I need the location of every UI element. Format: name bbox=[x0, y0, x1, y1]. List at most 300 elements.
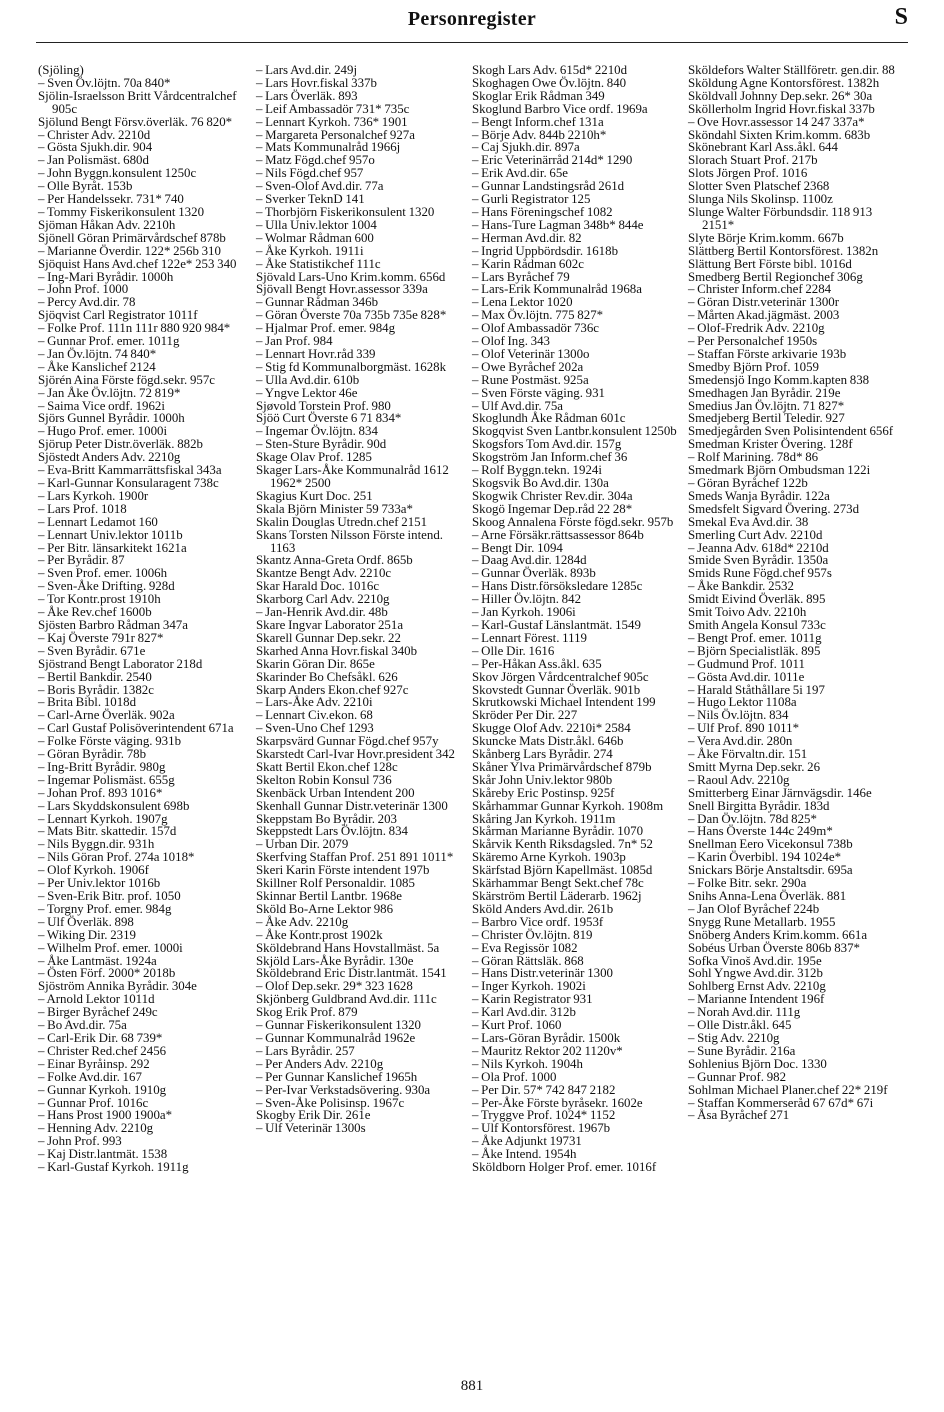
register-entry: – Lennart Kyrkoh. 1907g bbox=[38, 811, 168, 826]
register-entry: Skogsvik Bo Avd.dir. 130a bbox=[472, 476, 609, 490]
register-entry: – Hjalmar Prof. emer. 984g bbox=[256, 321, 396, 336]
register-entry: Smedhagen Jan Byrådir. 219e bbox=[688, 385, 841, 400]
register-entry: – John Prof. 1000 bbox=[38, 282, 129, 297]
register-entry: – Gunnar Prof. 982 bbox=[688, 1069, 787, 1084]
register-entry: – Sven-Olof Avd.dir. 77a bbox=[256, 179, 384, 194]
register-entry: (Sjöling) bbox=[38, 63, 84, 77]
register-entry: Skröder Per Dir. 227 bbox=[472, 708, 578, 723]
register-entry: – Per Gunnar Kanslichef 1965h bbox=[256, 1069, 418, 1084]
register-entry: – Sverker TeknD 141 bbox=[256, 192, 365, 207]
column-4 bbox=[688, 64, 898, 1122]
register-entry: Smekal Eva Avd.dir. 38 bbox=[688, 514, 809, 529]
register-entry: Smedmark Björn Ombudsman 122i bbox=[688, 463, 871, 478]
register-entry: Skår John Univ.lektor 980b bbox=[472, 772, 613, 787]
register-entry: – Norah Avd.dir. 111g bbox=[688, 1005, 801, 1020]
register-entry: – Åke Kontr.prost 1902k bbox=[256, 927, 383, 942]
register-entry: – Ulf Prof. 890 1011* bbox=[688, 721, 800, 736]
register-entry: Skarhed Anna Hovr.fiskal 340b bbox=[256, 643, 418, 658]
register-entry: Skäremo Arne Kyrkoh. 1903p bbox=[472, 850, 626, 865]
register-entry: – Karin Registrator 931 bbox=[472, 992, 593, 1007]
register-entry: Skoog Annalena Förste fögd.sekr. 957b bbox=[472, 514, 674, 529]
register-entry: – Nils Öv.löjtn. 834 bbox=[688, 708, 789, 723]
register-entry: – Nils Fögd.chef 957 bbox=[256, 166, 364, 181]
register-entry: – Göran Överste 70a 735b 735e 828* bbox=[256, 308, 447, 323]
register-entry: – Bo Avd.dir. 75a bbox=[38, 1018, 127, 1033]
register-entry: – Ing-Britt Byrådir. 980g bbox=[38, 759, 166, 774]
register-entry: Sjöqvist Carl Registrator 1011f bbox=[38, 308, 198, 323]
register-entry: – Wiking Dir. 2319 bbox=[38, 927, 137, 942]
register-entry: Sjölin-Israelsson Britt Vårdcentralchef 905c bbox=[38, 88, 237, 116]
register-entry: – Henning Adv. 2210g bbox=[38, 1121, 154, 1136]
register-entry: – Göran Byråchef 122b bbox=[688, 476, 808, 490]
register-entry: – Olof Ambassadör 736c bbox=[472, 321, 600, 336]
register-entry: Skovstedt Gunnar Överläk. 901b bbox=[472, 682, 641, 697]
register-entry: Skeri Karin Förste intendent 197b bbox=[256, 863, 430, 878]
register-entry: – Bertil Bankdir. 2540 bbox=[38, 669, 152, 684]
register-entry: Skogqvist Sven Lantbr.konsulent 1250b bbox=[472, 424, 677, 439]
register-entry: – Kaj Överste 791r 827* bbox=[38, 630, 164, 645]
register-entry: Sköldefors Walter Ställföretr. gen.dir. 88 bbox=[688, 63, 895, 77]
register-entry: – Einar Byråinsp. 292 bbox=[38, 1056, 150, 1071]
register-entry: – Karl-Gustaf Kyrkoh. 1911g bbox=[38, 1160, 189, 1175]
register-entry: Smitt Myrna Dep.sekr. 26 bbox=[688, 759, 821, 774]
register-entry: – Sven-Åke Polisinsp. 1967c bbox=[256, 1095, 405, 1110]
register-entry: – Max Öv.löjtn. 775 827* bbox=[472, 308, 604, 323]
register-entry: – Arne Försäkr.rättsassessor 864b bbox=[472, 527, 644, 542]
column-1 bbox=[38, 64, 248, 1174]
register-entry: – Ing-Mari Byrådir. 1000h bbox=[38, 269, 174, 284]
register-entry: – Mauritz Rektor 202 1120v* bbox=[472, 1043, 623, 1058]
register-entry: – Karl-Gustaf Länslantmät. 1549 bbox=[472, 617, 641, 632]
register-entry: Skogh Lars Adv. 615d* 2210d bbox=[472, 63, 628, 77]
register-entry: – Carl Gustaf Polisöverintendent 671a bbox=[38, 721, 234, 736]
register-entry: Smedman Krister Övering. 128f bbox=[688, 437, 853, 452]
register-entry: Snygg Rune Metallarb. 1955 bbox=[688, 914, 836, 929]
register-entry: Slättberg Bertil Kontorsförest. 1382n bbox=[688, 243, 879, 258]
register-entry: Sjöstedt Anders Adv. 2210g bbox=[38, 450, 181, 465]
register-entry: – Lennart Univ.lektor 1011b bbox=[38, 527, 183, 542]
register-entry: – Gunnar Fiskerikonsulent 1320 bbox=[256, 1018, 421, 1033]
register-entry: Sjörup Peter Distr.överläk. 882b bbox=[38, 437, 203, 452]
register-entry: Skeppstedt Lars Öv.löjtn. 834 bbox=[256, 824, 408, 839]
register-entry: Sofka Vinoš Avd.dir. 195e bbox=[688, 953, 822, 968]
register-entry: – Thorbjörn Fiskerikonsulent 1320 bbox=[256, 204, 435, 219]
register-entry: Skov Jörgen Vårdcentralchef 905c bbox=[472, 669, 649, 684]
register-entry: Skugge Olof Adv. 2210i* 2584 bbox=[472, 721, 631, 736]
section-letter: S bbox=[894, 4, 908, 30]
register-entry: – Sten-Sture Byrådir. 90d bbox=[256, 437, 387, 452]
register-entry: – Rolf Byggn.tekn. 1924i bbox=[472, 463, 602, 478]
register-entry: – Carl-Arne Överläk. 902a bbox=[38, 708, 175, 723]
register-entry: – Gösta Avd.dir. 1011e bbox=[688, 669, 805, 684]
register-entry: – Sven-Uno Chef 1293 bbox=[256, 721, 374, 736]
register-entry: – Matz Fögd.chef 957o bbox=[256, 153, 375, 168]
register-entry: – Rune Postmäst. 925a bbox=[472, 372, 589, 387]
register-entry: Sjörén Aina Förste fögd.sekr. 957c bbox=[38, 372, 216, 387]
register-entry: Skager Lars-Åke Kommunalråd 1612 1962* 2500 bbox=[256, 463, 449, 490]
register-entry: Sjövall Bengt Hovr.assessor 339a bbox=[256, 282, 428, 297]
register-entry: Skatt Bertil Ekon.chef 128c bbox=[256, 759, 398, 774]
register-entry: – Jan Prof. 984 bbox=[256, 334, 333, 349]
register-entry: – Mårten Akad.jägmäst. 2003 bbox=[688, 308, 840, 323]
register-entry: Smedius Jan Öv.löjtn. 71 827* bbox=[688, 398, 845, 413]
register-entry: – Ingemar Polismäst. 655g bbox=[38, 772, 175, 787]
register-entry: – Åke Kyrkoh. 1911i bbox=[256, 243, 364, 258]
register-entry: – Gunnar Rådman 346b bbox=[256, 295, 379, 310]
register-entry: – Per Personalchef 1950s bbox=[688, 334, 818, 349]
register-entry: Skillner Rolf Personaldir. 1085 bbox=[256, 876, 415, 891]
register-entry: – Folke Prof. 111n 111r 880 920 984* bbox=[38, 321, 231, 336]
register-entry: – Göran Distr.veterinär 1300r bbox=[688, 295, 839, 310]
register-entry: – Stig Adv. 2210g bbox=[688, 1030, 780, 1045]
register-entry: – Per Handelssekr. 731* 740 bbox=[38, 192, 184, 207]
register-entry: – Per-Ivar Verkstadsövering. 930a bbox=[256, 1082, 431, 1097]
register-entry: – Lars Prof. 1018 bbox=[38, 501, 127, 516]
register-entry: Skoglund Barbro Vice ordf. 1969a bbox=[472, 101, 648, 116]
register-entry: Smeds Wanja Byrådir. 122a bbox=[688, 488, 830, 503]
register-entry: Sjöman Håkan Adv. 2210h bbox=[38, 217, 176, 232]
register-entry: Slorach Stuart Prof. 217b bbox=[688, 153, 818, 168]
register-entry: Sjösten Barbro Rådman 347a bbox=[38, 617, 188, 632]
register-entry: Skelton Robin Konsul 736 bbox=[256, 772, 392, 787]
register-entry: – Tor Kontr.prost 1910h bbox=[38, 592, 161, 607]
register-entry: – Jeanna Adv. 618d* 2210d bbox=[688, 540, 829, 555]
register-entry: Skerfving Staffan Prof. 251 891 1011* bbox=[256, 850, 454, 865]
register-entry: – Jan Åke Öv.löjtn. 72 819* bbox=[38, 385, 181, 400]
register-entry: Smerling Curt Adv. 2210d bbox=[688, 527, 823, 542]
register-entry: – Ulla Univ.lektor 1004 bbox=[256, 217, 377, 232]
register-entry: – Hans Distr.försöksledare 1285c bbox=[472, 579, 643, 594]
register-entry: – Margareta Personalchef 927a bbox=[256, 127, 415, 142]
register-entry: Skagius Kurt Doc. 251 bbox=[256, 488, 373, 503]
register-entry: – Sven Byrådir. 671e bbox=[38, 643, 146, 658]
register-entry: – Tryggve Prof. 1024* 1152 bbox=[472, 1108, 616, 1123]
register-entry: Skoglar Erik Rådman 349 bbox=[472, 88, 605, 103]
register-entry: – Birger Byråchef 249c bbox=[38, 1005, 158, 1020]
register-entry: Sköld Anders Avd.dir. 261b bbox=[472, 901, 614, 916]
register-entry: – Åke Adv. 2210g bbox=[256, 914, 349, 929]
register-entry: – Sven Prof. emer. 1006h bbox=[38, 566, 168, 581]
register-entry: Sjöö Curt Överste 6 71 834* bbox=[256, 411, 402, 426]
register-entry: Slots Jörgen Prof. 1016 bbox=[688, 166, 808, 181]
register-entry: Slunge Walter Förbundsdir. 118 913 2151* bbox=[688, 204, 873, 232]
register-entry: Skarpsvärd Gunnar Fögd.chef 957y bbox=[256, 734, 439, 749]
register-entry: Sköndahl Sixten Krim.komm. 683b bbox=[688, 127, 871, 142]
register-entry: Skönebrant Karl Ass.åkl. 644 bbox=[688, 140, 838, 155]
register-entry: Skare Ingvar Laborator 251a bbox=[256, 617, 404, 632]
register-entry: – Olle Byråt. 153b bbox=[38, 179, 133, 194]
register-entry: Skuncke Mats Distr.åkl. 646b bbox=[472, 734, 624, 749]
register-entry: – Lars Byråchef 79 bbox=[472, 269, 570, 284]
register-entry: Skogby Erik Dir. 261e bbox=[256, 1108, 371, 1123]
register-entry: Skans Torsten Nilsson Förste intend. 1163 bbox=[256, 527, 443, 555]
register-entry: Skårman Marianne Byrådir. 1070 bbox=[472, 824, 644, 839]
register-entry: Skårvik Kenth Riksdagsled. 7n* 52 bbox=[472, 837, 653, 852]
register-entry: – Marianne Överdir. 122* 256b 310 bbox=[38, 243, 221, 258]
register-entry: Sohlenius Björn Doc. 1330 bbox=[688, 1056, 827, 1071]
register-entry: – Olof Kyrkoh. 1906f bbox=[38, 863, 149, 878]
register-entry: Smedensjö Ingo Komm.kapten 838 bbox=[688, 372, 870, 387]
register-entry: Sköld Bo-Arne Lektor 986 bbox=[256, 901, 394, 916]
register-entry: – Olof Ing. 343 bbox=[472, 334, 550, 349]
register-entry: Slyte Börje Krim.komm. 667b bbox=[688, 230, 844, 245]
register-entry: – Bengt Dir. 1094 bbox=[472, 540, 563, 555]
register-entry: Snöberg Anders Krim.komm. 661a bbox=[688, 927, 868, 942]
register-entry: Slunga Nils Skolinsp. 1100z bbox=[688, 192, 833, 207]
register-entry: Skarstedt Carl-Ivar Hovr.president 342 bbox=[256, 747, 455, 762]
register-entry: – Marianne Intendent 196f bbox=[688, 992, 825, 1007]
register-entry: – Owe Byråchef 202a bbox=[472, 359, 584, 374]
register-entry: Skåring Jan Kyrkoh. 1911m bbox=[472, 811, 616, 826]
register-entry: – Ulla Avd.dir. 610b bbox=[256, 372, 360, 387]
register-entry: Skogö Ingemar Dep.råd 22 28* bbox=[472, 501, 633, 516]
register-entry: – Per-Åke Förste byråsekr. 1602e bbox=[472, 1095, 643, 1110]
register-entry: – Urban Dir. 2079 bbox=[256, 837, 349, 852]
register-entry: – Rolf Marining. 78d* 86 bbox=[688, 450, 819, 465]
register-entry: – Jan Polismäst. 680d bbox=[38, 153, 149, 168]
register-entry: Skåreby Eric Postinsp. 925f bbox=[472, 785, 615, 800]
register-entry: – Christer Adv. 2210d bbox=[38, 127, 151, 142]
register-entry: – Gösta Sjukh.dir. 904 bbox=[38, 140, 153, 155]
register-entry: – Gunnar Landstingsråd 261d bbox=[472, 179, 625, 194]
register-entry: – Kurt Prof. 1060 bbox=[472, 1018, 562, 1033]
register-entry: – Lars-Erik Kommunalråd 1968a bbox=[472, 282, 642, 297]
register-entry: Slotter Sven Platschef 2368 bbox=[688, 179, 830, 194]
register-entry: Smitterberg Einar Järnvägsdir. 146e bbox=[688, 785, 872, 800]
register-entry: – Hans-Ture Lagman 348b* 844e bbox=[472, 217, 644, 232]
register-entry: Smith Angela Konsul 733c bbox=[688, 617, 826, 632]
register-entry: – Herman Avd.dir. 82 bbox=[472, 230, 582, 245]
register-entry: – Hiller Öv.löjtn. 842 bbox=[472, 592, 582, 607]
register-entry: Smit Toivo Adv. 2210h bbox=[688, 605, 807, 620]
register-entry: Sköldvall Johnny Dep.sekr. 26* 30a bbox=[688, 88, 873, 103]
register-entry: Smedby Björn Prof. 1059 bbox=[688, 359, 819, 374]
register-entry: – Sven Förste väging. 931 bbox=[472, 385, 605, 400]
register-entry: – Åke Rev.chef 1600b bbox=[38, 605, 152, 620]
register-entry: – Raoul Adv. 2210g bbox=[688, 772, 790, 787]
register-entry: – Nils Byggn.dir. 931h bbox=[38, 837, 155, 852]
register-entry: – Arnold Lektor 1011d bbox=[38, 992, 155, 1007]
register-entry: Skånberg Lars Byrådir. 274 bbox=[472, 747, 613, 762]
register-entry: – Sven-Åke Drifting. 928d bbox=[38, 579, 175, 594]
register-entry: Sobéus Urban Överste 806b 837* bbox=[688, 940, 860, 955]
register-entry: – Åke Lantmäst. 1924a bbox=[38, 953, 157, 968]
register-entry: – Staffan Förste arkivarie 193b bbox=[688, 346, 847, 361]
column-3 bbox=[472, 64, 682, 1174]
register-entry: – Mats Bitr. skattedir. 157d bbox=[38, 824, 177, 839]
register-entry: – Olof Veterinär 1300o bbox=[472, 346, 590, 361]
register-entry: – John Byggn.konsulent 1250c bbox=[38, 166, 197, 181]
register-entry: Smids Rune Fögd.chef 957s bbox=[688, 566, 832, 581]
register-entry: – Ove Hovr.assessor 14 247 337a* bbox=[688, 114, 865, 129]
register-entry: Sjölund Bengt Försv.överläk. 76 820* bbox=[38, 114, 233, 129]
register-entry: Sköldung Agne Kontorsförest. 1382h bbox=[688, 75, 880, 90]
register-entry: – Lars Hovr.fiskal 337b bbox=[256, 75, 377, 90]
register-entry: – Ulf Överläk. 898 bbox=[38, 914, 134, 929]
register-entry: Smidt Eivind Överläk. 895 bbox=[688, 592, 826, 607]
register-entry: Sjøvold Torstein Prof. 980 bbox=[256, 398, 391, 413]
register-entry: – Per Bitr. länsarkitekt 1621a bbox=[38, 540, 187, 555]
column-2 bbox=[256, 64, 466, 1135]
register-entry: Sohlman Michael Planer.chef 22* 219f bbox=[688, 1082, 888, 1097]
register-entry: Skoghagen Owe Öv.löjtn. 840 bbox=[472, 75, 627, 90]
register-entry: – Sven-Erik Bitr. prof. 1050 bbox=[38, 889, 181, 903]
register-entry: – Folke Förste väging. 931b bbox=[38, 734, 182, 749]
register-entry: – Jan Kyrkoh. 1906i bbox=[472, 605, 576, 620]
register-entry: Sohl Yngwe Avd.dir. 312b bbox=[688, 966, 823, 981]
register-entry: Smedsfelt Sigvard Övering. 273d bbox=[688, 501, 860, 516]
register-entry: – Gunnar Prof. 1016c bbox=[38, 1095, 149, 1110]
register-entry: – Jan Öv.löjtn. 74 840* bbox=[38, 346, 157, 361]
register-entry: – Gunnar Kommunalråd 1962e bbox=[256, 1030, 416, 1045]
register-entry: – Lena Lektor 1020 bbox=[472, 295, 573, 310]
register-entry: – Åke Bankdir. 2532 bbox=[688, 579, 794, 594]
register-entry: – Christer Inform.chef 2284 bbox=[688, 282, 832, 297]
register-entry: – Jan-Henrik Avd.dir. 48b bbox=[256, 605, 388, 620]
register-entry: Sjönell Göran Primärvårdschef 878b bbox=[38, 230, 226, 245]
register-entry: Skjönberg Guldbrand Avd.dir. 111c bbox=[256, 992, 437, 1007]
register-entry: – Boris Byrådir. 1382c bbox=[38, 682, 154, 697]
register-entry: – Lars-Åke Adv. 2210i bbox=[256, 695, 373, 710]
register-entry: Sjöstrand Bengt Laborator 218d bbox=[38, 656, 203, 671]
register-entry: – Percy Avd.dir. 78 bbox=[38, 295, 136, 310]
register-entry: Skantze Bengt Adv. 2210c bbox=[256, 566, 392, 581]
register-entry: – Christer Red.chef 2456 bbox=[38, 1043, 167, 1058]
register-entry: – Karin Överbibl. 194 1024e* bbox=[688, 850, 842, 865]
page-number: 881 bbox=[460, 1378, 484, 1394]
register-entry: – Gunnar Kyrkoh. 1910g bbox=[38, 1082, 167, 1097]
register-entry: – Lars Avd.dir. 249j bbox=[256, 63, 358, 77]
register-entry: Sjörs Gunnel Byrådir. 1000h bbox=[38, 411, 185, 426]
register-entry: Sköllerholm Ingrid Hovr.fiskal 337b bbox=[688, 101, 875, 116]
register-entry: – Åke Statistikchef 111c bbox=[256, 256, 381, 271]
register-entry: – Staffan Kommerseråd 67 67d* 67i bbox=[688, 1095, 874, 1110]
register-entry: – Folke Bitr. sekr. 290a bbox=[688, 876, 807, 891]
register-entry: – Vera Avd.dir. 280n bbox=[688, 734, 793, 749]
register-entry: – Ulf Veterinär 1300s bbox=[256, 1121, 366, 1136]
register-entry: Skärfstad Björn Kapellmäst. 1085d bbox=[472, 863, 653, 878]
register-entry: Sköldborn Holger Prof. emer. 1016f bbox=[472, 1160, 657, 1175]
register-entry: Skog Erik Prof. 879 bbox=[256, 1005, 358, 1020]
register-entry: Skeppstam Bo Byrådir. 203 bbox=[256, 811, 398, 826]
register-entry: – Eva-Britt Kammarrättsfiskal 343a bbox=[38, 463, 222, 478]
register-entry: – Nils Kyrkoh. 1904h bbox=[472, 1056, 583, 1071]
register-entry: – Eric Veterinärråd 214d* 1290 bbox=[472, 153, 633, 168]
register-entry: – Östen Förf. 2000* 2018b bbox=[38, 966, 176, 981]
register-entry: – Åke Intend. 1954h bbox=[472, 1147, 577, 1162]
register-entry: – Eva Regissör 1082 bbox=[472, 940, 578, 955]
register-entry: Sjöquist Hans Avd.chef 122e* 253 340 bbox=[38, 256, 237, 271]
register-entry: – Nils Göran Prof. 274a 1018* bbox=[38, 850, 195, 865]
register-entry: – Hugo Lektor 1108a bbox=[688, 695, 797, 710]
register-entry: Sköldebrand Hans Hovstallmäst. 5a bbox=[256, 940, 440, 955]
register-entry: – Åke Förvaltn.dir. 151 bbox=[688, 747, 808, 762]
register-entry: Sohlberg Ernst Adv. 2210g bbox=[688, 979, 826, 994]
register-entry: Skenhall Gunnar Distr.veterinär 1300 bbox=[256, 798, 448, 813]
register-entry: Skjöld Lars-Åke Byrådir. 130e bbox=[256, 953, 414, 968]
register-entry: – Per Univ.lektor 1016b bbox=[38, 876, 161, 891]
page-title: Personregister bbox=[407, 8, 537, 30]
register-entry: – Lennart Ledamot 160 bbox=[38, 514, 158, 529]
register-entry: Skåner Ylva Primärvårdschef 879b bbox=[472, 759, 652, 774]
register-entry: – Inger Kyrkoh. 1902i bbox=[472, 979, 586, 994]
register-entry: – Lars Kyrkoh. 1900r bbox=[38, 488, 149, 503]
register-entry: – Per Dir. 57* 742 847 2182 bbox=[472, 1082, 616, 1097]
register-entry: – Ola Prof. 1000 bbox=[472, 1069, 557, 1084]
register-entry: – Hans Föreningschef 1082 bbox=[472, 204, 613, 219]
register-entry: – Tommy Fiskerikonsulent 1320 bbox=[38, 204, 205, 219]
register-entry: Skogsfors Tom Avd.dir. 157g bbox=[472, 437, 622, 452]
register-entry: Smedjegården Sven Polisintendent 656f bbox=[688, 424, 894, 439]
header-rule bbox=[36, 42, 908, 43]
register-entry: – Åke Kanslichef 2124 bbox=[38, 359, 156, 374]
register-entry: – Christer Öv.löjtn. 819 bbox=[472, 927, 593, 942]
register-entry: – Yngve Lektor 46e bbox=[256, 385, 358, 400]
register-entry: – Hans Prost 1900 1900a* bbox=[38, 1108, 173, 1123]
register-entry: – Bengt Prof. emer. 1011g bbox=[688, 630, 822, 645]
register-entry: – Erik Avd.dir. 65e bbox=[472, 166, 569, 181]
register-entry: – Saima Vice ordf. 1962i bbox=[38, 398, 165, 413]
register-entry: – Björn Specialistläk. 895 bbox=[688, 643, 821, 658]
register-entry: Skenbäck Urban Intendent 200 bbox=[256, 785, 415, 800]
register-entry: – Caj Sjukh.dir. 897a bbox=[472, 140, 580, 155]
register-entry: – Barbro Vice ordf. 1953f bbox=[472, 914, 604, 929]
register-entry: Skrutkowski Michael Intendent 199 bbox=[472, 695, 656, 710]
register-entry: – Carl-Erik Dir. 68 739* bbox=[38, 1030, 163, 1045]
register-entry: Smide Sven Byrådir. 1350a bbox=[688, 553, 829, 568]
register-entry: Smedberg Bertil Regionchef 306g bbox=[688, 269, 863, 284]
register-entry: – Hans Överste 144c 249m* bbox=[688, 824, 833, 839]
register-entry: Skärhammar Bengt Sekt.chef 78c bbox=[472, 876, 644, 891]
register-entry: Skogström Jan Inform.chef 36 bbox=[472, 450, 628, 465]
register-entry: Skala Björn Minister 59 733a* bbox=[256, 501, 413, 516]
register-entry: – Lars Överläk. 893 bbox=[256, 88, 358, 103]
register-entry: Snickars Börje Anstaltsdir. 695a bbox=[688, 863, 853, 878]
register-entry: – Lars-Göran Byrådir. 1500k bbox=[472, 1030, 621, 1045]
register-entry: – Gunnar Överläk. 893b bbox=[472, 566, 596, 581]
register-entry: – Daag Avd.dir. 1284d bbox=[472, 553, 587, 568]
register-entry: – Åke Adjunkt 19731 bbox=[472, 1134, 582, 1149]
register-entry: Skage Olav Prof. 1285 bbox=[256, 450, 372, 465]
register-entry: – Karl Avd.dir. 312b bbox=[472, 1005, 576, 1020]
register-entry: – Ingemar Öv.löjtn. 834 bbox=[256, 424, 378, 439]
register-entry: – Lennart Förest. 1119 bbox=[472, 630, 587, 645]
register-entry: – Dan Öv.löjtn. 78d 825* bbox=[688, 811, 817, 826]
register-entry: – Per Byrådir. 87 bbox=[38, 553, 125, 568]
register-entry: Skarp Anders Ekon.chef 927c bbox=[256, 682, 409, 697]
register-entry: – Karl-Gunnar Konsularagent 738c bbox=[38, 476, 219, 490]
register-entry: – Olle Dir. 1616 bbox=[472, 643, 555, 658]
register-entry: – Wolmar Rådman 600 bbox=[256, 230, 374, 245]
register-entry: – Olof Dep.sekr. 29* 323 1628 bbox=[256, 979, 413, 994]
register-entry: – Gudmund Prof. 1011 bbox=[688, 656, 805, 671]
register-entry: – Per Anders Adv. 2210g bbox=[256, 1056, 384, 1071]
register-entry: Skärström Bertil Läderarb. 1962j bbox=[472, 889, 642, 903]
register-entry: – Ulf Kontorsförest. 1967b bbox=[472, 1121, 611, 1136]
register-entry: Slättung Bert Förste bibl. 1016d bbox=[688, 256, 852, 271]
register-entry: – Lennart Kyrkoh. 736* 1901 bbox=[256, 114, 408, 129]
register-entry: – Jan Olof Byråchef 224b bbox=[688, 901, 820, 916]
register-entry: – John Prof. 993 bbox=[38, 1134, 122, 1149]
register-entry: – Ingrid Uppbördsdir. 1618b bbox=[472, 243, 619, 258]
register-entry: Skarborg Carl Adv. 2210g bbox=[256, 592, 390, 607]
register-entry: Snihs Anna-Lena Överläk. 881 bbox=[688, 889, 847, 903]
register-entry: – Mats Kommunalråd 1966j bbox=[256, 140, 401, 155]
register-entry: – Olof-Fredrik Adv. 2210g bbox=[688, 321, 825, 336]
register-entry: Sjövald Lars-Uno Krim.komm. 656d bbox=[256, 269, 446, 284]
register-entry: – Sune Byrådir. 216a bbox=[688, 1043, 796, 1058]
register-entry: Sköldebrand Eric Distr.lantmät. 1541 bbox=[256, 966, 447, 981]
